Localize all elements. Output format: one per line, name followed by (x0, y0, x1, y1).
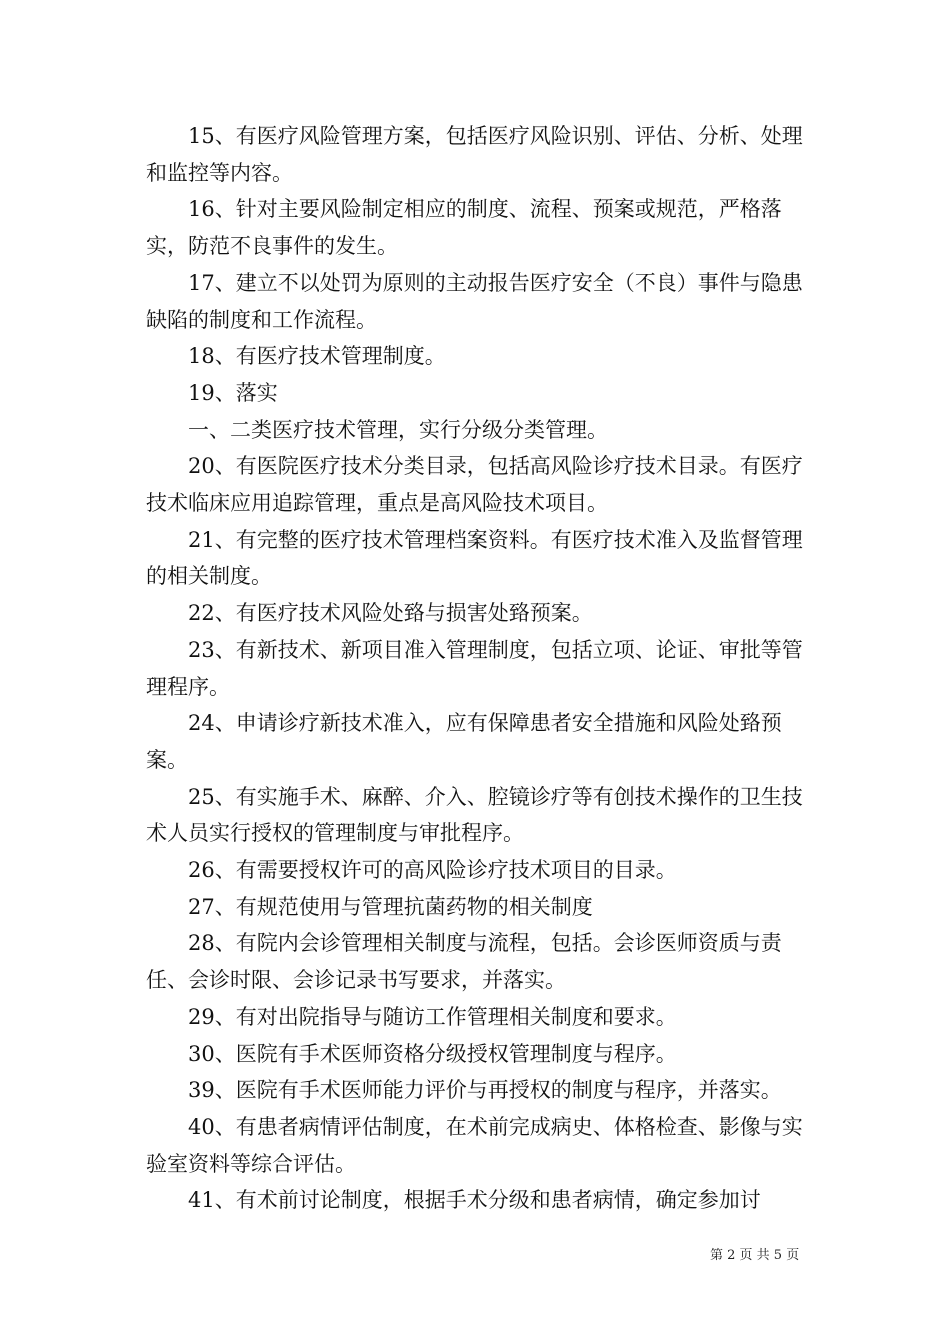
paragraph-16: 16、针对主要风险制定相应的制度、流程、预案或规范，严格落实，防范不良事件的发生。 (146, 197, 782, 259)
paragraph-20: 20、有医院医疗技术分类目录，包括高风险诊疗技术目录。有医疗技术临床应用追踪管理，重点是高风险技术项目。 (146, 454, 803, 516)
paragraph-21: 21、有完整的医疗技术管理档案资料。有医疗技术准入及监督管理的相关制度。 (146, 527, 803, 589)
page-number-footer: 第 2 页 共 5 页 (710, 1248, 800, 1263)
paragraph-22: 22、有医疗技术风险处臵与损害处臵预案。 (188, 601, 593, 626)
paragraph-19: 19、落实 (188, 380, 278, 405)
paragraph-27: 27、有规范使用与管理抗菌药物的相关制度 (188, 894, 593, 919)
paragraph-26: 26、有需要授权许可的高风险诊疗技术项目的目录。 (188, 858, 677, 883)
document-body (146, 118, 810, 1219)
paragraph-41: 41、有术前讨论制度，根据手术分级和患者病情，确定参加讨 (188, 1188, 761, 1213)
paragraph-15: 15、有医疗风险管理方案，包括医疗风险识别、评估、分析、处理和监控等内容。 (146, 124, 803, 185)
paragraph-30: 30、医院有手术医师资格分级授权管理制度与程序。 (188, 1041, 677, 1066)
paragraph-40: 40、有患者病情评估制度，在术前完成病史、体格检查、影像与实验室资料等综合评估。 (146, 1114, 803, 1176)
paragraph-29: 29、有对出院指导与随访工作管理相关制度和要求。 (188, 1004, 677, 1029)
paragraph-24: 24、申请诊疗新技术准入，应有保障患者安全措施和风险处臵预案。 (146, 711, 782, 772)
paragraph-23: 23、有新技术、新项目准入管理制度，包括立项、论证、审批等管理程序。 (146, 637, 803, 699)
paragraph-18: 18、有医疗技术管理制度。 (188, 344, 446, 369)
paragraph-19-continued: 一、二类医疗技术管理，实行分级分类管理。 (188, 417, 608, 442)
paragraph-39: 39、医院有手术医师能力评价与再授权的制度与程序，并落实。 (188, 1078, 782, 1103)
paragraph-25: 25、有实施手术、麻醉、介入、腔镜诊疗等有创技术操作的卫生技术人员实行授权的管理制度与审批程序。 (146, 784, 803, 846)
paragraph-28: 28、有院内会诊管理相关制度与流程，包括。会诊医师资质与责任、会诊时限、会诊记录书写要求，并落实。 (146, 931, 782, 993)
paragraph-17: 17、建立不以处罚为原则的主动报告医疗安全（不良）事件与隐患缺陷的制度和工作流程。 (146, 270, 803, 332)
